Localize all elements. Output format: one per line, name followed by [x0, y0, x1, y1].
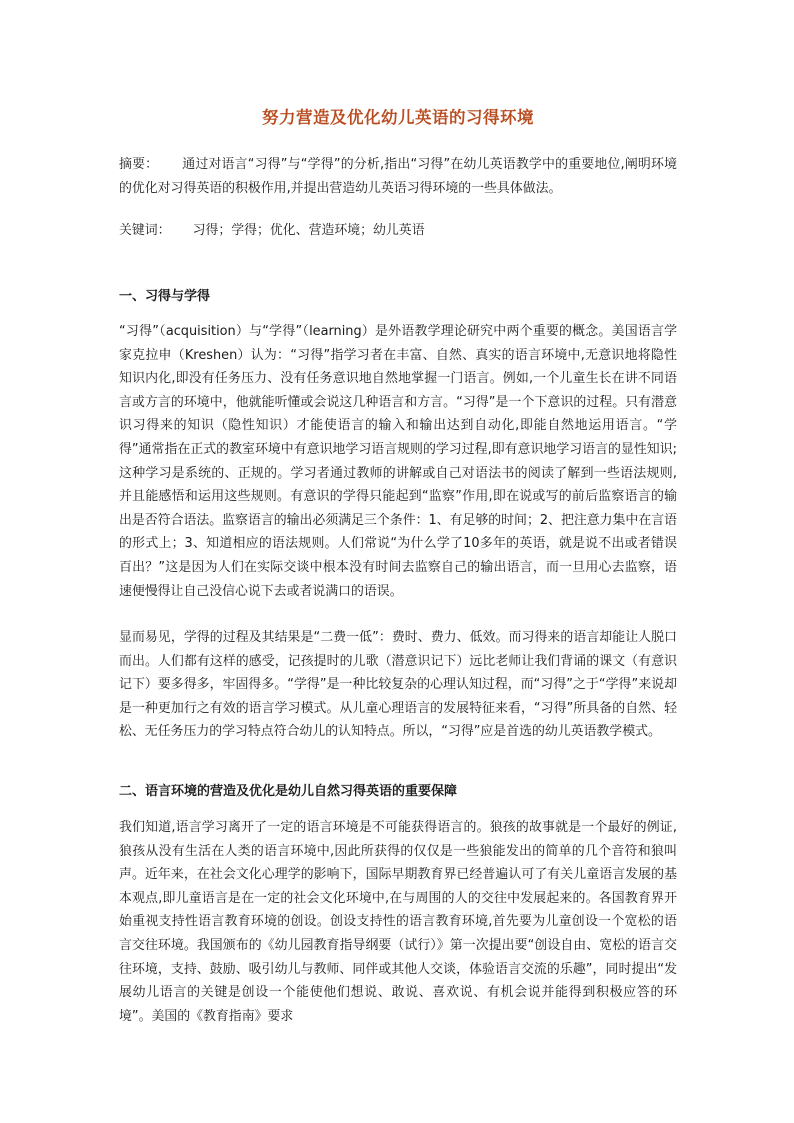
abstract-label: 摘要：: [119, 157, 159, 172]
keywords-paragraph: [119, 219, 677, 243]
abstract-paragraph: [119, 153, 677, 200]
section-2-heading: 二、语言环境的营造及优化是幼儿自然习得英语的重要保障: [119, 784, 458, 799]
section-1-paragraph-1: “习得”（acquisition）与“学得”（learning）是外语教学理论研究中两个重要的概念。美国语言学家克拉申（Kreshen）认为：“习得”指学习者在丰富、自然、真实的语言环境中,无意识地将隐性知识内化,即没有任务压力、没有任务意识地自然地掌握一门语言。例如,一个儿童生长在讲不同语言或方言的环境中，他就能听懂或会说这几种语言和方言。“习得”是一个下意识的过程。只有潜意识习得来的知识（隐性知识）才能使语言的输入和输出达到自动化,即能自然地运用语言。“学得”通常指在正式的教室环境中有意识地学习语言规则的学习过程,即有意识地学习语言的显性知识;这种学习是系统的、正规的。学习者通过教师的讲解或自己对语法书的阅读了解到一些语法规则,并且能感悟和运用这些规则。有意识的学得只能起到“监察”作用,即在说或写的前后监察语言的输出是否符合语法。监察语言的输出必须满足三个条件：1、有足够的时间；2、把注意力集中在言语的形式上；3、知道相应的语法规则。人们常说“为什么学了10多年的英语，就是说不出或者错误百出？”这是因为人们在实际交谈中根本没有时间去监察自己的输出语言，而一旦用心去监察，语速便慢得让自己没信心说下去或者说满口的语误。: [119, 324, 677, 599]
abstract-text: 通过对语言“习得”与“学得”的分析,指出“习得”在幼儿英语教学中的重要地位,阐明环境的优化对习得英语的积极作用,并提出营造幼儿英语习得环境的一些具体做法。: [119, 157, 678, 196]
keywords-text: 习得；学得；优化、营造环境；幼儿英语: [192, 223, 425, 238]
keywords-label: 关键词：: [119, 223, 171, 238]
section-2-paragraph-1: 我们知道,语言学习离开了一定的语言环境是不可能获得语言的。狼孩的故事就是一个最好的例证,狼孩从没有生活在人类的语言环境中,因此所获得的仅仅是一些狼能发出的简单的几个音符和狼叫声。近年来，在社会文化心理学的影响下，国际早期教育界已经普遍认可了有关儿童语言发展的基本观点,即儿童语言是在一定的社会文化环境中,在与周围的人的交往中发展起来的。各国教育界开始重视支持性语言教育环境的创设。创设支持性的语言教育环境,首先要为儿童创设一个宽松的语言交往环境。我国颁布的《幼儿园教育指导纲要（试行）》第一次提出要“创设自由、宽松的语言交往环境，支持、鼓励、吸引幼儿与教师、同伴或其他人交谈，体验语言交流的乐趣”，同时提出“发展幼儿语言的关键是创设一个能使他们想说、敢说、喜欢说、有机会说并能得到积极应答的环境”。美国的《教育指南》要求: [119, 820, 677, 1024]
section-1-heading: 一、习得与学得: [119, 289, 211, 304]
document-title: 努力营造及优化幼儿英语的习得环境: [262, 108, 534, 127]
section-1-paragraph-2: 显而易见，学得的过程及其结果是“二费一低”：费时、费力、低效。而习得来的语言却能让人脱口而出。人们都有这样的感受，记孩提时的儿歌（潜意识记下）远比老师让我们背诵的课文（有意识记下）要多得多，牢固得多。“学得”是一种比较复杂的心理认知过程，而“习得”之于“学得”来说却是一种更加行之有效的语言学习模式。从儿童心理语言的发展特征来看，“习得”所具备的自然、轻松、无任务压力的学习特点符合幼儿的认知特点。所以，“习得”应是首选的幼儿英语教学模式。: [119, 630, 677, 740]
